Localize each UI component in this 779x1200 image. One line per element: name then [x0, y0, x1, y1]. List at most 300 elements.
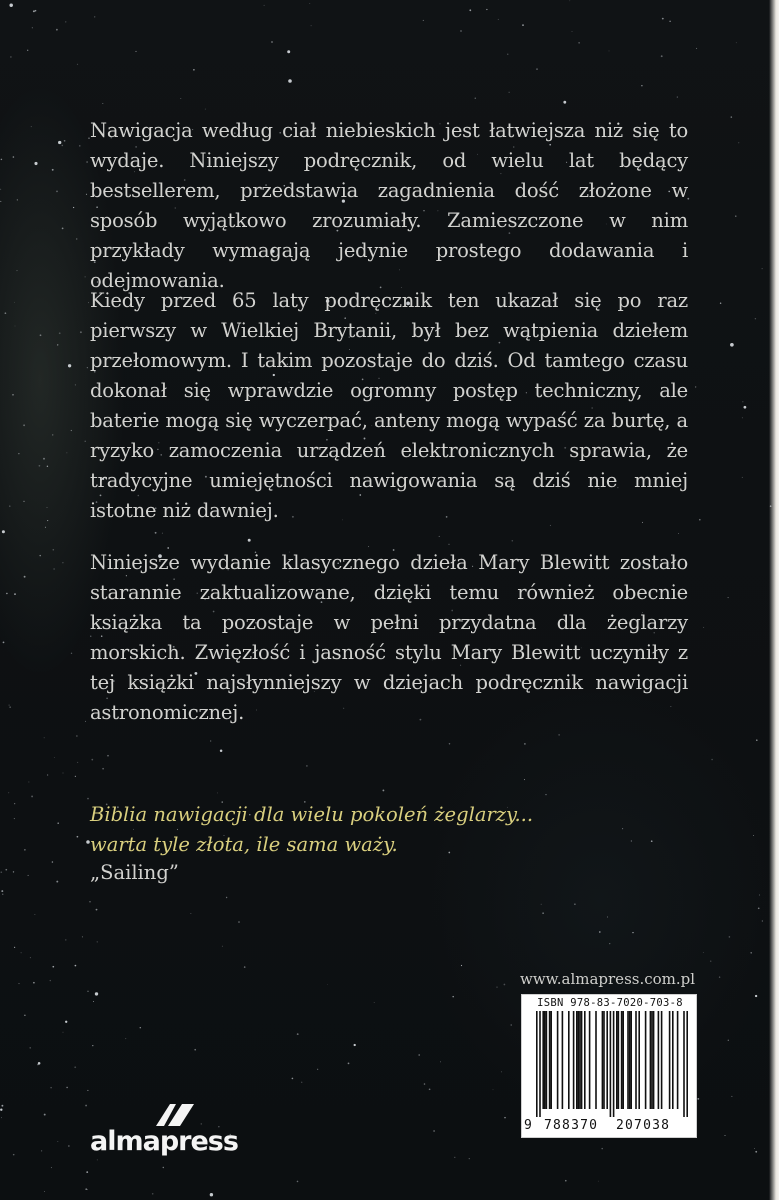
star [609, 943, 610, 944]
star [9, 505, 10, 506]
star [0, 1109, 2, 1111]
star [87, 798, 89, 800]
star [461, 965, 462, 966]
star [578, 42, 579, 43]
barcode-bar [621, 1011, 623, 1109]
blurb-paragraph-1: Nawigacja według ciał niebieskich jest łatwiejsza niż się to wydaje. Niniejszy podręcznik, od wielu lat będący bestsellerem, przedstawia zagadnienia dość złożone w sposób wyjątkowo zrozumiały. Zamieszczone w nim przykłady wymagają jedynie prostego dodawania i odejmowania. [90, 119, 688, 292]
star [97, 941, 98, 942]
star [125, 1038, 126, 1039]
star [67, 453, 68, 454]
star [85, 721, 86, 722]
star [222, 946, 223, 947]
star [429, 1088, 431, 1090]
star [35, 10, 37, 12]
barcode-bar [613, 1011, 615, 1117]
star [52, 861, 54, 863]
star [63, 773, 64, 774]
star [91, 759, 93, 761]
barcode-bar [536, 1011, 538, 1117]
star [94, 16, 95, 17]
star [85, 1105, 87, 1107]
star [504, 984, 506, 986]
star [678, 533, 679, 534]
star [297, 1033, 299, 1035]
star [759, 894, 760, 895]
star [65, 21, 66, 22]
star [501, 1072, 502, 1073]
barcode-bar [595, 1011, 597, 1109]
star [711, 759, 713, 761]
star [79, 145, 80, 146]
star [220, 749, 223, 752]
star [0, 189, 1, 190]
star [56, 191, 58, 193]
star [17, 199, 18, 200]
barcode-bar [568, 1011, 570, 1109]
star [661, 55, 663, 57]
star [469, 9, 471, 11]
star [728, 1040, 729, 1041]
star [753, 835, 754, 836]
isbn-label: ISBN 978-83-7020-703-8 [537, 997, 683, 1009]
star [507, 54, 508, 55]
barcode-bar [546, 1011, 548, 1109]
star [1, 159, 3, 161]
star [504, 1117, 506, 1119]
star [76, 238, 77, 239]
star [509, 92, 510, 93]
star [311, 25, 312, 26]
star [24, 1015, 25, 1016]
star [460, 30, 461, 31]
star [317, 1069, 318, 1070]
star [1, 890, 3, 892]
star [424, 1083, 426, 1085]
barcode-bar [576, 1011, 578, 1109]
barcode-bar [686, 1011, 688, 1117]
barcode-bar [618, 1011, 620, 1109]
star [301, 1082, 302, 1083]
star [102, 103, 103, 104]
barcode-bar [539, 1011, 541, 1117]
star [47, 466, 48, 467]
star [71, 430, 72, 431]
star [47, 507, 48, 508]
star [498, 19, 499, 20]
barcode-bar [658, 1011, 660, 1109]
star [191, 913, 192, 914]
star [669, 21, 670, 22]
star [423, 20, 424, 21]
star [162, 533, 163, 534]
star [44, 1191, 45, 1192]
barcode-bar [630, 1011, 632, 1109]
star [6, 593, 7, 594]
star [736, 42, 737, 43]
barcode-bar [645, 1011, 647, 1109]
publisher-website: www.almapress.com.pl [520, 970, 696, 988]
barcode-bar [653, 1011, 655, 1109]
star [54, 757, 55, 758]
barcode-bar [635, 1011, 637, 1109]
star [440, 1062, 441, 1063]
star [152, 1193, 154, 1195]
star [217, 792, 218, 793]
barcode-bar [581, 1011, 583, 1109]
star [24, 576, 26, 578]
star [755, 995, 757, 997]
star [33, 10, 35, 12]
star [14, 302, 15, 303]
barcode-bar [544, 1011, 546, 1109]
star [762, 920, 763, 921]
star [703, 627, 704, 628]
star [2, 530, 5, 533]
star [3, 642, 5, 644]
star [75, 776, 76, 777]
star [34, 162, 37, 165]
star [248, 539, 251, 542]
star [68, 364, 71, 367]
star [756, 739, 758, 741]
page-edge [769, 0, 779, 1200]
star [87, 1090, 88, 1091]
star [193, 69, 195, 71]
star [52, 169, 54, 171]
star [742, 401, 743, 402]
star [65, 1021, 67, 1023]
star [31, 126, 32, 127]
star [696, 48, 697, 49]
star [92, 1045, 93, 1046]
star [14, 818, 15, 819]
star [87, 1189, 88, 1190]
star [14, 593, 16, 595]
star [86, 161, 88, 163]
star [731, 116, 732, 117]
barcode-bar [622, 1011, 624, 1109]
star [52, 966, 54, 968]
star [565, 1180, 567, 1182]
star [439, 536, 440, 537]
star [5, 312, 7, 314]
star [88, 302, 89, 303]
star [102, 768, 104, 770]
barcode-bar [669, 1011, 671, 1109]
star [720, 302, 721, 303]
star [1, 1117, 2, 1118]
star [754, 1148, 755, 1149]
star [0, 201, 1, 202]
isbn-barcode [521, 994, 697, 1138]
star [309, 3, 310, 4]
star [33, 982, 35, 984]
star [44, 1114, 46, 1116]
barcode-first-digit: 9 [524, 1118, 534, 1133]
star [662, 18, 664, 20]
star [574, 903, 576, 905]
barcode-bar [677, 1011, 679, 1109]
star [750, 952, 752, 954]
blurb-paragraph-3: Niniejsze wydanie klasycznego dzieła Mary Blewitt zostało starannie zaktualizowane, dzięki temu również obecnie książka ta pozostaje w pełni przydatna dla żeglarzy morskich. Zwięzłość i jasność stylu Mary Blewitt uczyniły z tej książki najsłynniejszy w dziejach podręcznik nawigacji astronomicznej. [90, 551, 688, 724]
barcode-bar [651, 1011, 653, 1109]
star [23, 501, 24, 502]
star [9, 3, 12, 6]
star [62, 1032, 63, 1033]
star [558, 734, 559, 735]
star [40, 334, 42, 336]
star [354, 1044, 356, 1046]
publisher-logo [90, 1102, 260, 1162]
barcode-bar [616, 1011, 618, 1109]
star [62, 562, 63, 563]
barcode-bar [549, 1011, 551, 1109]
star [486, 9, 487, 10]
star [77, 64, 78, 65]
star [569, 0, 570, 1]
star [758, 907, 760, 909]
star [38, 1062, 41, 1065]
star [742, 477, 743, 478]
star [68, 1145, 69, 1146]
star [292, 1078, 294, 1080]
star [735, 215, 736, 216]
star [524, 743, 526, 745]
star [41, 1150, 42, 1151]
star [729, 936, 731, 938]
star [44, 737, 45, 738]
star [452, 996, 454, 998]
star [572, 31, 573, 32]
star [287, 50, 290, 53]
star [731, 1096, 732, 1097]
star [155, 532, 157, 534]
star [244, 966, 246, 968]
star [45, 527, 46, 528]
star [57, 1141, 58, 1142]
star [76, 735, 77, 736]
barcode-bar [578, 1011, 580, 1109]
barcode-bar [550, 1011, 552, 1109]
star [382, 789, 384, 791]
star [66, 1087, 67, 1088]
star [288, 79, 292, 83]
star [34, 914, 35, 915]
star [210, 740, 211, 741]
star [226, 897, 227, 898]
barcode-bar [610, 1011, 612, 1117]
barcode-bar [606, 1011, 608, 1109]
star [297, 1181, 299, 1183]
star [545, 794, 546, 795]
star [475, 98, 476, 99]
star [609, 50, 610, 51]
star [64, 140, 66, 142]
star [599, 931, 601, 933]
star [77, 836, 79, 838]
barcode-bar [650, 1011, 652, 1109]
star [71, 653, 72, 654]
review-quote [90, 800, 610, 860]
star [51, 1167, 52, 1168]
star [601, 1148, 602, 1149]
barcode-bar [557, 1011, 559, 1109]
star [238, 921, 240, 923]
star [73, 207, 74, 208]
star [31, 795, 33, 797]
star [62, 228, 64, 230]
star [13, 1154, 15, 1156]
star [755, 1151, 757, 1153]
star [710, 960, 711, 961]
star [8, 792, 9, 793]
star [18, 983, 19, 984]
star [607, 917, 608, 918]
star [30, 957, 31, 958]
star [631, 840, 632, 841]
star [755, 318, 756, 319]
star [13, 871, 14, 872]
star [85, 1188, 87, 1190]
star [368, 546, 369, 547]
star [15, 326, 16, 327]
star [13, 156, 15, 158]
review-quote-source: „Sailing” [90, 861, 179, 884]
star [522, 24, 524, 26]
star [86, 1171, 88, 1173]
star [86, 194, 87, 195]
star [677, 97, 678, 98]
barcode-bar [672, 1011, 674, 1109]
barcode-right-digits: 207038 [616, 1118, 671, 1133]
star [433, 1130, 435, 1132]
star [32, 27, 33, 28]
star [0, 871, 2, 873]
star [10, 707, 11, 708]
star [53, 549, 55, 551]
star [107, 755, 109, 757]
star [524, 779, 525, 780]
star [18, 453, 19, 454]
barcode-bar [542, 1011, 544, 1109]
star [80, 331, 82, 333]
star [695, 386, 696, 387]
star [542, 912, 544, 914]
blurb-paragraph-2: Kiedy przed 65 laty podręcznik ten ukazał się po raz pierwszy w Wielkiej Brytanii, był bez wątpienia dziełem przełomowym. I takim pozostaje do dziś. Od tamtego czasu dokonał się wprawdzie ogromny postęp techniczny, ale baterie mogą się wyczerpać, anteny mogą wypaść za burtę, a ryzyko zamoczenia urządzeń elektronicznych sprawia, że tradycyjne umiejętności nawigowania są dziś nie mniej istotne niż dawniej. [90, 289, 688, 522]
star [697, 1098, 699, 1100]
barcode-bars [528, 1011, 692, 1117]
star [17, 270, 18, 271]
star [2, 894, 3, 895]
sail-mark-icon [148, 1102, 198, 1128]
star [536, 68, 538, 70]
star [47, 520, 48, 521]
barcode-bar [661, 1011, 663, 1109]
star [39, 465, 41, 467]
star [632, 932, 633, 933]
barcode-bar [562, 1011, 564, 1109]
star [651, 840, 653, 842]
star [511, 1024, 512, 1025]
barcode-bar [638, 1011, 640, 1109]
star [728, 597, 729, 598]
barcode-bar [602, 1011, 604, 1109]
star [327, 984, 328, 985]
star [730, 343, 734, 347]
star [448, 544, 449, 545]
star [703, 952, 704, 953]
star [306, 765, 308, 767]
star [719, 976, 720, 977]
star [95, 992, 98, 995]
star [85, 276, 86, 277]
star [496, 986, 497, 987]
barcode-bar [579, 1011, 581, 1109]
star [75, 384, 76, 385]
star [622, 828, 623, 829]
star [39, 555, 40, 556]
star [93, 1001, 94, 1002]
star [23, 424, 25, 426]
star [30, 1047, 31, 1048]
star [14, 947, 15, 948]
star [598, 1181, 599, 1182]
star [56, 29, 58, 31]
star [454, 1157, 455, 1158]
star [57, 822, 59, 824]
star [50, 980, 51, 981]
star [89, 901, 90, 902]
star [563, 101, 566, 104]
star [1, 1105, 3, 1107]
star [140, 1027, 141, 1028]
star [43, 458, 45, 460]
barcode-bar [584, 1011, 586, 1109]
publisher-logo-text: almapress [90, 1126, 238, 1157]
star [77, 762, 78, 763]
star [65, 939, 66, 940]
barcode-bar [573, 1011, 575, 1109]
star [74, 1066, 76, 1068]
star [87, 367, 88, 368]
star [21, 952, 22, 953]
star [10, 56, 11, 57]
star [85, 441, 86, 442]
star [28, 875, 29, 876]
barcode-bar [683, 1011, 685, 1117]
star [135, 51, 136, 52]
star [57, 344, 58, 345]
review-quote-line-1: Biblia nawigacji dla wielu pokoleń żeglarzy... [90, 803, 534, 826]
star [449, 743, 450, 744]
star [50, 1087, 52, 1089]
star [96, 909, 98, 911]
star [699, 519, 701, 521]
star [52, 434, 53, 435]
star [205, 109, 206, 110]
star [210, 1193, 213, 1196]
star [47, 774, 48, 775]
star [56, 881, 58, 883]
star [61, 145, 63, 147]
star [24, 849, 25, 850]
star [5, 869, 7, 871]
review-quote-line-2: warta tyle złota, ile sama waży. [90, 833, 398, 856]
star [541, 904, 542, 905]
star [12, 394, 14, 396]
star [348, 1063, 350, 1065]
star [641, 85, 642, 86]
